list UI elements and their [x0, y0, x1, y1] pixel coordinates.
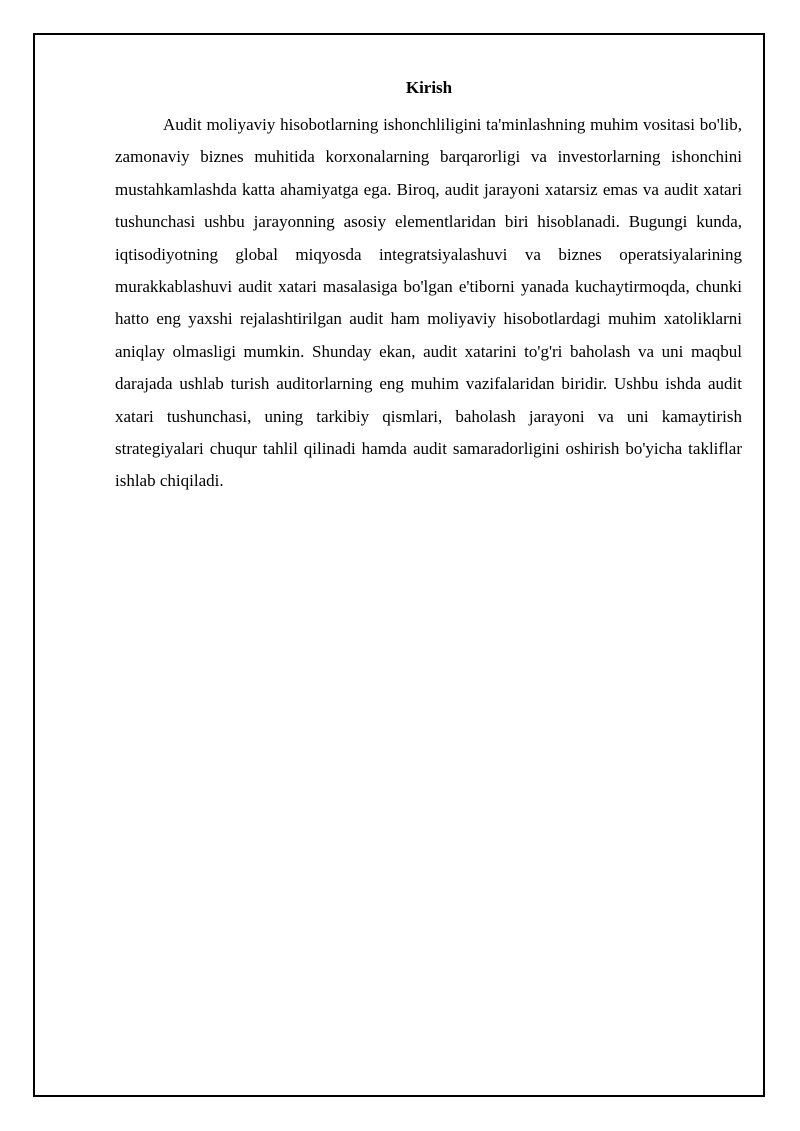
page-heading: Kirish: [405, 78, 453, 97]
intro-paragraph: Audit moliyaviy hisobotlarning ishonchliligini ta'minlashning muhim vositasi bo'lib, zamonaviy biznes muhitida korxonalarning barqarorligi va investorlarning ishonchini mustahkamlashda katta ahamiyatga ega. Biroq, audit jarayoni xatarsiz emas va audit xatari tushunchasi ushbu jarayonning asosiy elementlaridan biri hisoblanadi. Bugungi kunda, iqtisodiyotning global miqyosda integratsiyalashuvi va biznes operatsiyalarining murakkablashuvi audit xatari masalasiga bo'lgan e'tiborni yanada kuchaytirmoqda, chunki hatto eng yaxshi rejalashtirilgan audit ham moliyaviy hisobotlardagi muhim xatoliklarni aniqlay olmasligi mumkin. Shunday ekan, audit xatarini to'g'ri baholash va uni maqbul darajada ushlab turish auditorlarning eng muhim vazifalaridan biridir. Ushbu ishda audit xatari tushunchasi, uning tarkibiy qismlari, baholash jarayoni va uni kamaytirish strategiyalari chuqur tahlil qilinadi hamda audit samaradorligini oshirish bo'yicha takliflar ishlab chiqiladi.: [115, 115, 742, 491]
